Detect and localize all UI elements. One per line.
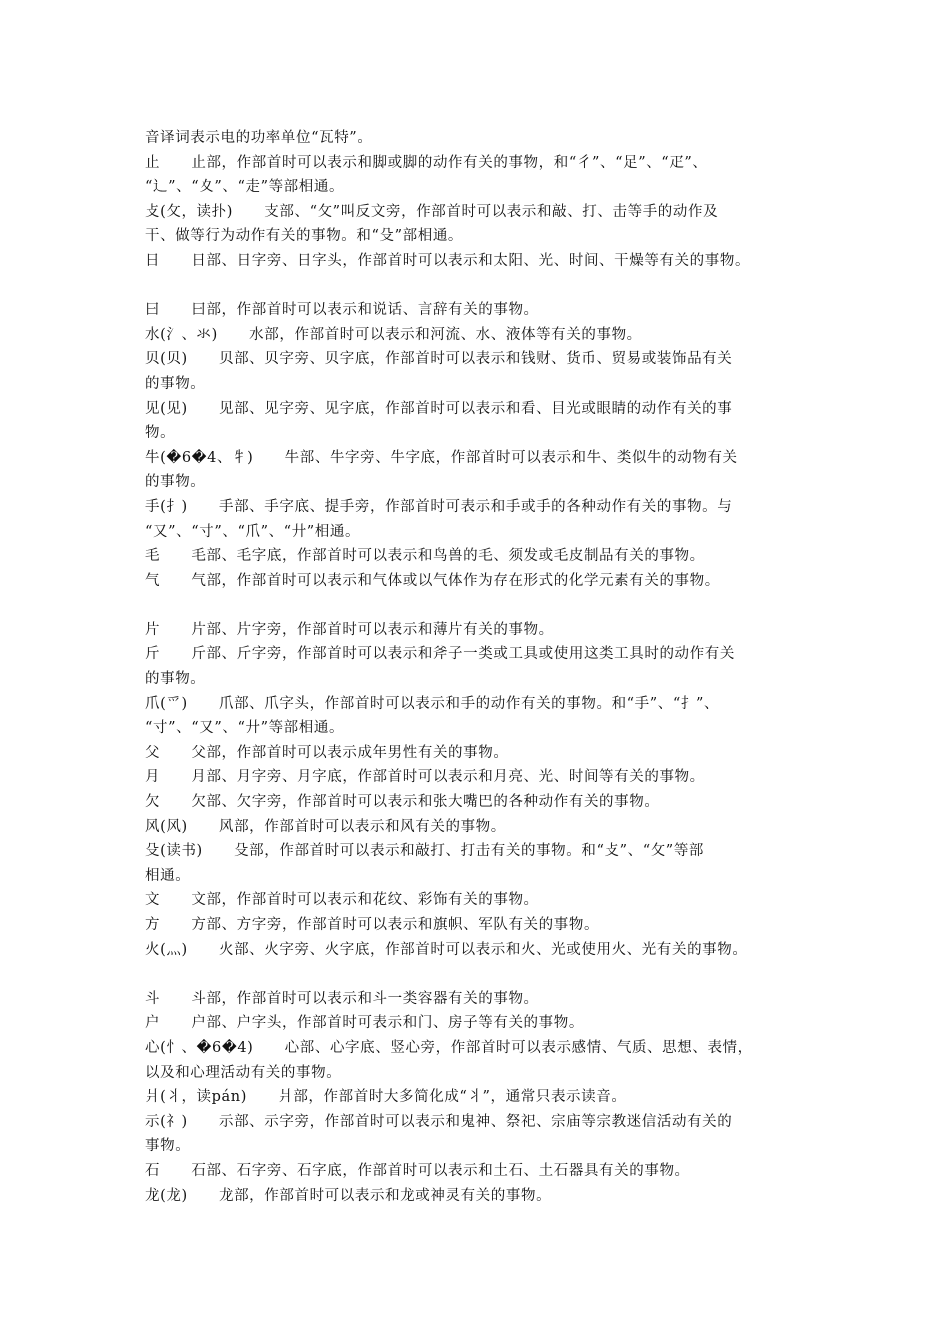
text-line: 斤 斤部、斤字旁，作部首时可以表示和斧子一类或工具或使用这类工具时的动作有关: [145, 646, 735, 663]
paragraph-gap: [145, 962, 810, 987]
text-line: 龙(龙) 龙部，作部首时可以表示和龙或神灵有关的事物。: [145, 1187, 552, 1204]
text-line: 贝(贝) 贝部、贝字旁、贝字底，作部首时可以表示和钱财、货币、贸易或装饰品有关: [145, 351, 733, 368]
text-line: 的事物。: [145, 474, 206, 491]
text-line: 日 日部、日字旁、日字头，作部首时可以表示和太阳、光、时间、干燥等有关的事物。: [145, 252, 751, 269]
text-line: 干、做等行为动作有关的事物。和“殳”部相通。: [145, 228, 464, 245]
text-line: “辶”、“夊”、“走”等部相通。: [145, 179, 345, 196]
text-line: 示(礻) 示部、示字旁，作部首时可以表示和鬼神、祭祀、宗庙等宗教迷信活动有关的: [145, 1113, 733, 1130]
text-line: 攴(攵，读扑) 支部、“攵”叫反文旁，作部首时可以表示和敲、打、击等手的动作及: [145, 203, 719, 220]
text-line: 文 文部，作部首时可以表示和花纹、彩饰有关的事物。: [145, 892, 539, 909]
text-line: 火(灬) 火部、火字旁、火字底，作部首时可以表示和火、光或使用火、光有关的事物。: [145, 941, 748, 958]
text-line: 物。: [145, 425, 176, 442]
text-line: 父 父部，作部首时可以表示成年男性有关的事物。: [145, 744, 509, 761]
text-line: 手(扌) 手部、手字底、提手旁，作部首时可表示和手或手的各种动作有关的事物。与: [145, 498, 733, 515]
text-line: 毛 毛部、毛字底，作部首时可以表示和鸟兽的毛、须发或毛皮制品有关的事物。: [145, 548, 705, 565]
text-line: 片 片部、片字旁，作部首时可以表示和薄片有关的事物。: [145, 621, 554, 638]
text-line: 气 气部，作部首时可以表示和气体或以气体作为存在形式的化学元素有关的事物。: [145, 572, 720, 589]
text-line: 的事物。: [145, 671, 206, 688]
document-body: [145, 126, 810, 1208]
paragraph-gap: [145, 274, 810, 299]
text-line: 的事物。: [145, 375, 206, 392]
paragraph-gap: [145, 593, 810, 618]
text-line: 斗 斗部，作部首时可以表示和斗一类容器有关的事物。: [145, 990, 539, 1007]
text-line: 以及和心理活动有关的事物。: [145, 1064, 342, 1081]
text-line: 方 方部、方字旁，作部首时可以表示和旗帜、军队有关的事物。: [145, 917, 600, 933]
text-line: 止 止部，作部首时可以表示和脚或脚的动作有关的事物，和“彳”、“足”、“疋”、: [145, 154, 708, 171]
text-line: 月 月部、月字旁、月字底，作部首时可以表示和月亮、光、时间等有关的事物。: [145, 769, 705, 786]
text-line: 水(氵、氺) 水部，作部首时可以表示和河流、水、液体等有关的事物。: [145, 326, 642, 343]
text-line: 爪(爫) 爪部、爪字头，作部首时可以表示和手的动作有关的事物。和“手”、“扌”、: [145, 695, 720, 712]
text-line: 相通。: [145, 867, 191, 884]
text-line: 音译词表示电的功率单位“瓦特”。: [145, 130, 373, 146]
text-line: 爿(丬，读pán) 爿部，作部首时大多简化成“丬”，通常只表示读音。: [145, 1089, 627, 1106]
text-line: 心(忄、�6�4) 心部、心字底、竖心旁，作部首时可以表示感情、气质、思想、表情，: [145, 1039, 753, 1056]
text-line: 见(见) 见部、见字旁、见字底，作部首时可以表示和看、目光或眼睛的动作有关的事: [145, 400, 733, 417]
text-line: 殳(读书) 殳部，作部首时可以表示和敲打、打击有关的事物。和“攴”、“攵”等部: [145, 843, 705, 860]
text-line: 曰 曰部，作部首时可以表示和说话、言辞有关的事物。: [145, 302, 539, 319]
text-line: 石 石部、石字旁、石字底，作部首时可以表示和土石、土石器具有关的事物。: [145, 1162, 690, 1179]
text-line: “寸”、“又”、“廾”等部相通。: [145, 720, 345, 737]
text-line: 风(风) 风部，作部首时可以表示和风有关的事物。: [145, 818, 506, 835]
text-line: “又”、“寸”、“爪”、“廾”相通。: [145, 523, 361, 540]
text-line: 事物。: [145, 1138, 191, 1155]
text-line: 欠 欠部、欠字旁，作部首时可以表示和张大嘴巴的各种动作有关的事物。: [145, 794, 660, 811]
text-line: 牛(�6�4、牜) 牛部、牛字旁、牛字底，作部首时可以表示和牛、类似牛的动物有关: [145, 449, 738, 466]
text-line: 户 户部、户字头，作部首时可表示和门、房子等有关的事物。: [145, 1015, 584, 1032]
